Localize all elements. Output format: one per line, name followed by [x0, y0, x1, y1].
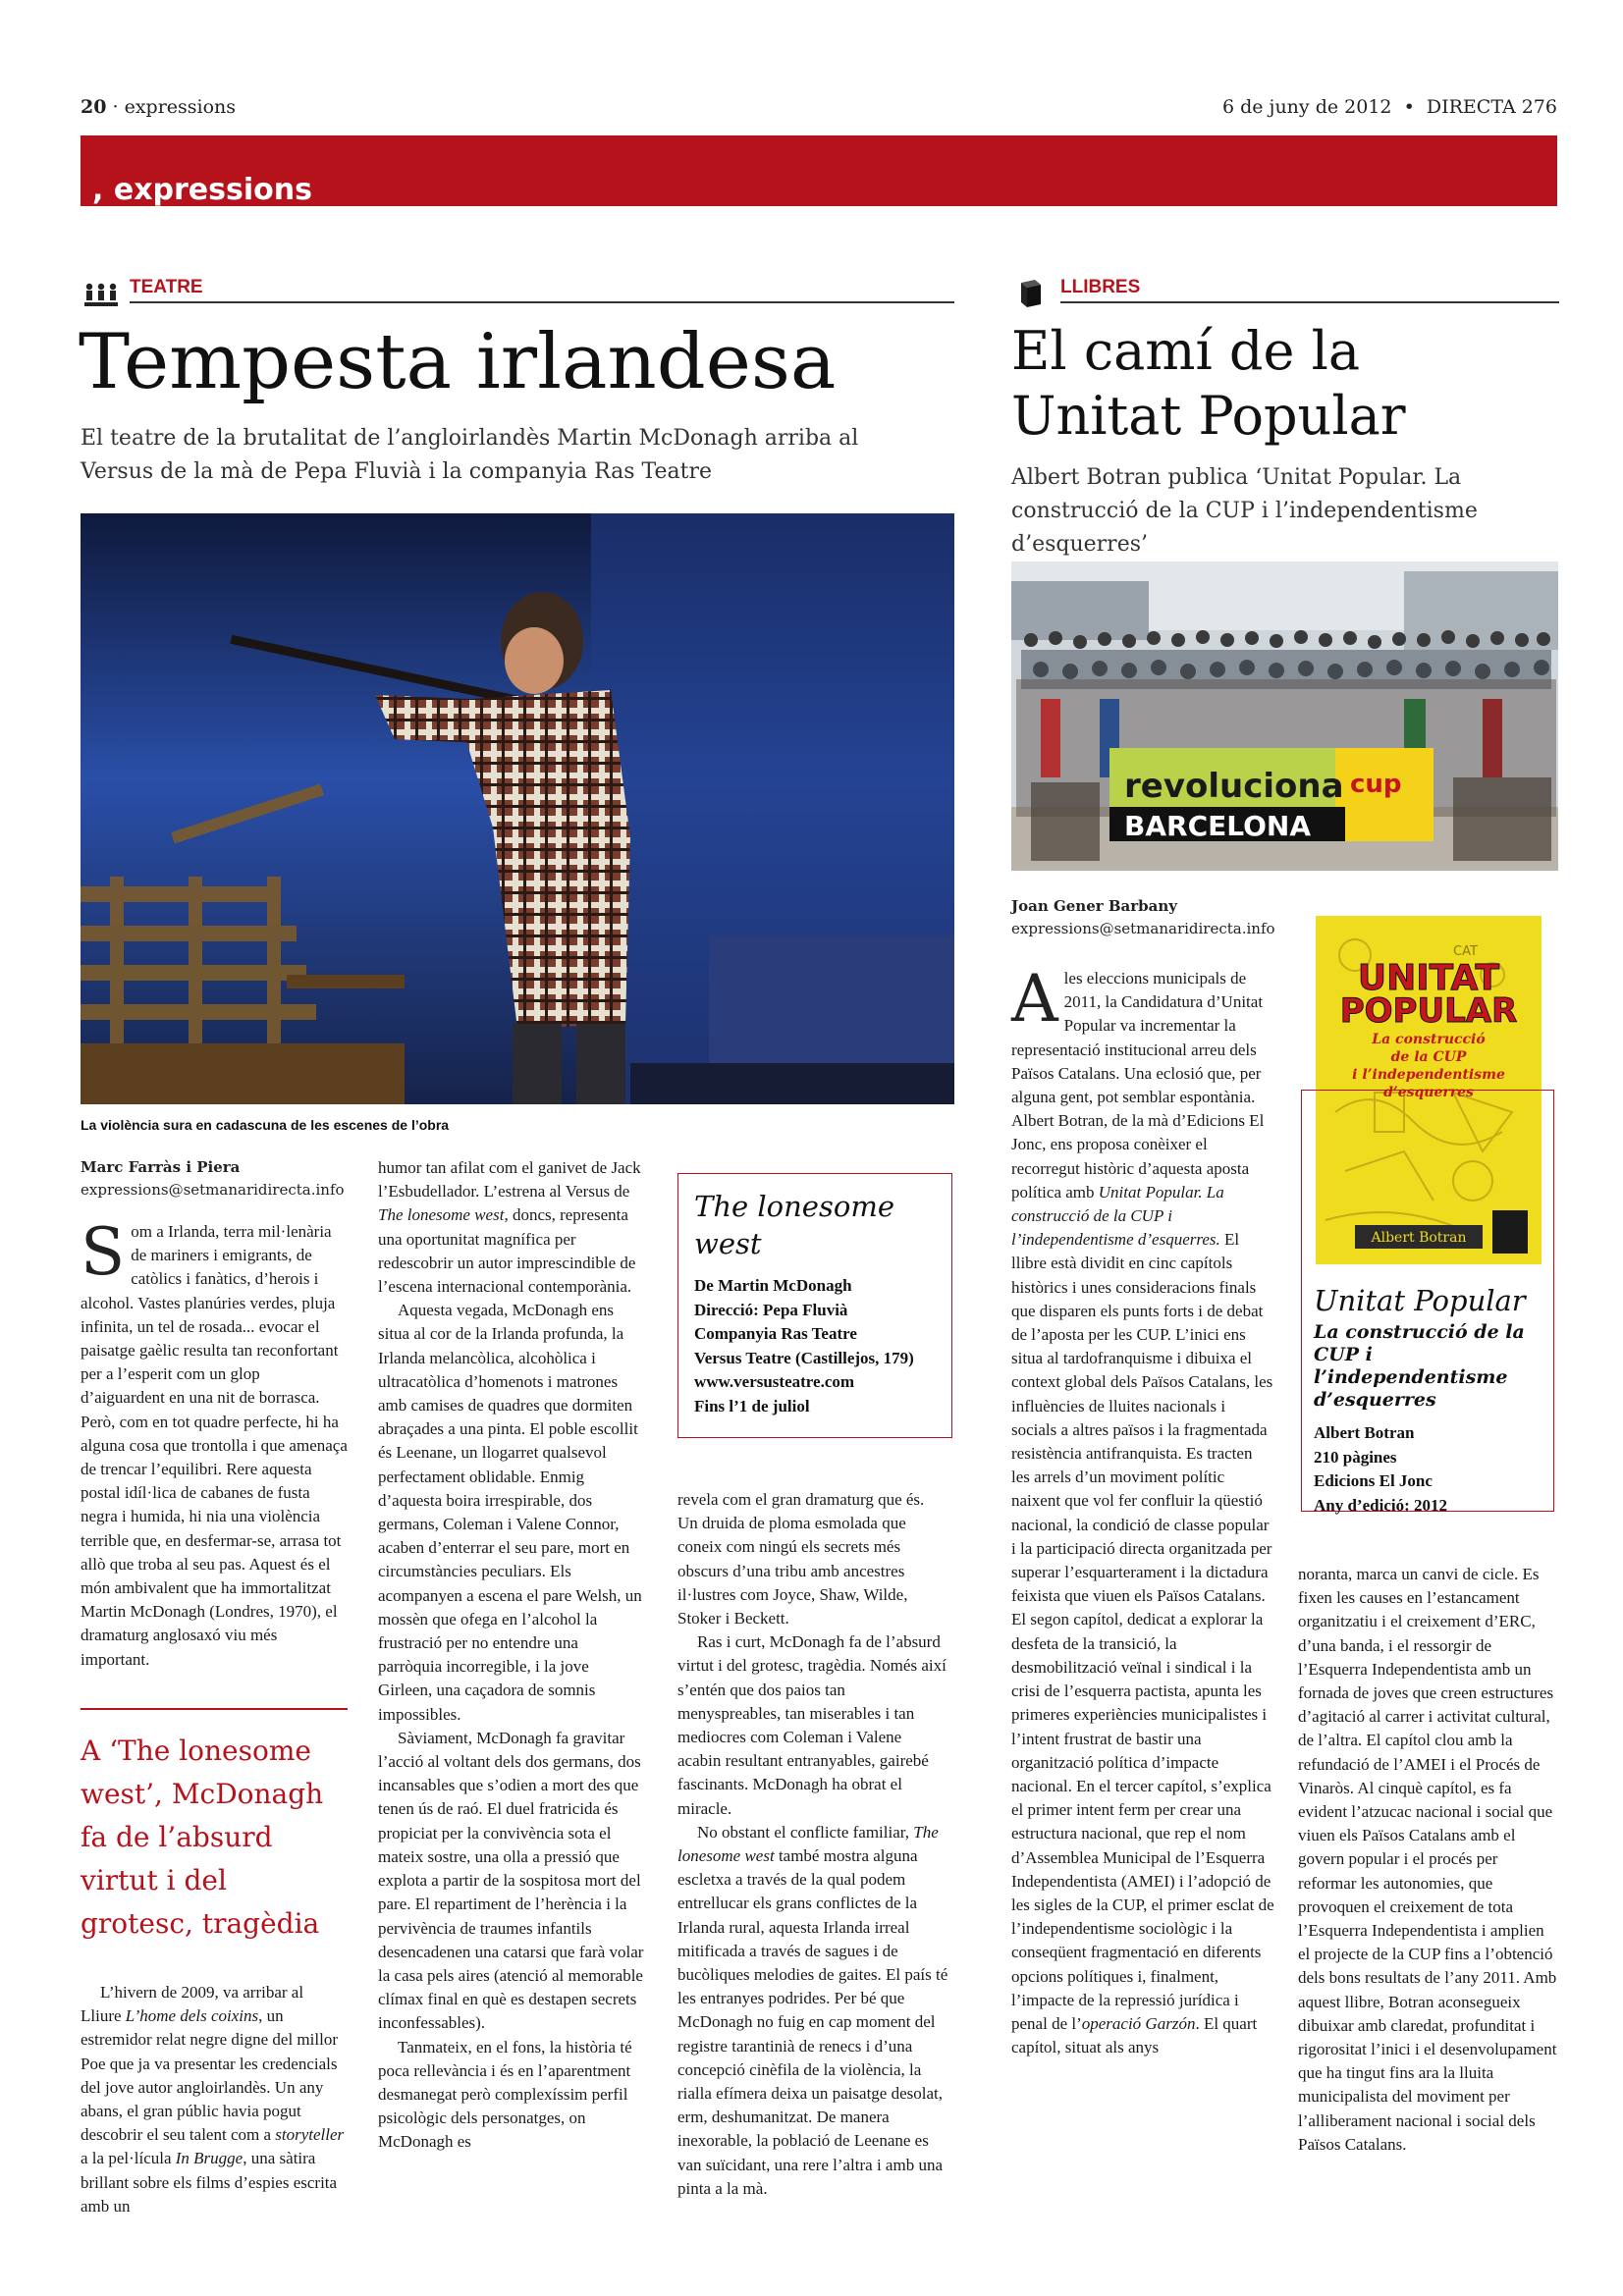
books-column-1: [1011, 961, 1274, 2059]
books-dek: Albert Botran publica ‘Unitat Popular. La construcció de la CUP i l’independentisme d’esquerres’: [1011, 465, 1478, 557]
text-emphasis: operació Garzón: [1081, 2013, 1196, 2033]
film-title: In Bruggе: [175, 2149, 243, 2168]
page-number: 20: [81, 96, 107, 118]
folio-right: 6 de juny de 2012 • DIRECTA 276: [1221, 96, 1557, 118]
cover-subtitle: La construcció: [1372, 1032, 1486, 1047]
theatre-column-2: [378, 1156, 645, 2155]
text-run: L’hivern de 2009, va arribar al Lliure: [81, 1983, 304, 2026]
cover-subtitle: d’esquerres: [1383, 1085, 1474, 1100]
folio-section: expressions: [124, 96, 237, 118]
text-run: a la pel·lícula: [81, 2149, 176, 2168]
play-info-line: Companyia Ras Teatre: [694, 1324, 857, 1343]
book-icon: [1017, 279, 1045, 308]
books-headline: [1011, 319, 1561, 449]
cup-logo: cup: [1350, 770, 1402, 799]
cover-title-line1: UNITAT: [1357, 958, 1500, 998]
play-info-title: The lonesome west: [694, 1190, 894, 1260]
theatre-col1-p2: [81, 1981, 348, 2218]
book-title-inline: Unitat Popular. La construcció de la CUP i l’independentisme d’esquerres.: [1011, 1182, 1224, 1250]
pullquote-rule: [81, 1708, 348, 1710]
book-info-line: Any d’edició: 2012: [1314, 1495, 1447, 1515]
books-label: LLIBRES: [1060, 277, 1141, 297]
book-info-line: Albert Botran: [1314, 1423, 1415, 1442]
theatre-col2-p2: Aquesta vegada, McDonagh ens situa al cor de la Irlanda profunda, la Irlanda melancòlica, alcohòlica i ultracatòlica d’homenots i matrones amb camises de quadres que dormiten abraçades a una pinta. El poble escollit és Leenane, un llogarret qualsevol perfectament oblidable. Enmig d’aquesta boira irrespirable, dos germans, Coleman i Valene Connor, acaben d’enterrar el seu pare, mort en circumstàncies peculiars. Els acompanyen a escena el pare Welsh, un mossèn que ofega en l’alcohol la frustració per no entendre una parròquia incorregible, i la jove Girleen, una caçadora de somnis impossibles.: [378, 1301, 642, 1724]
photo-caption: La violència sura en cadascuna de les escenes de l’obra: [81, 1117, 450, 1133]
cover-subtitle: de la CUP: [1390, 1049, 1467, 1065]
photo-banner-text2: BARCELONA: [1124, 810, 1311, 842]
play-info-line: www.versusteatre.com: [694, 1372, 855, 1391]
theatre-column-1: [81, 1214, 348, 1672]
books-column-2: [1298, 1563, 1557, 2157]
play-info-line: Fins l’1 de juliol: [694, 1396, 810, 1415]
books-byline: [1011, 895, 1316, 940]
text-emphasis: storyteller: [275, 2125, 345, 2145]
books-email: expressions@setmanaridirecta.info: [1011, 920, 1275, 937]
theatre-dek: El teatre de la brutalitat de l’angloirlandès Martin McDonagh arriba al Versus de la mà de Pepa Fluvià i la companyia Ras Teatre: [81, 426, 859, 484]
theatre-photo: [81, 513, 954, 1104]
banner-title: , expressions: [92, 173, 312, 207]
theatre-headline: Tempesta irlandesa: [79, 318, 837, 406]
section-banner: [81, 135, 1557, 206]
photo-banner-text1: revoluciona: [1124, 767, 1344, 806]
theatre-col3-p1: revela com el gran dramaturg que és. Un druida de ploma esmolada que coneix com ningú els secrets més obscurs d’una tribu amb ancestres il·lustres com Joyce, Shaw, Wilde, Stoker i Beckett.: [677, 1490, 925, 1629]
text-run: , un estremidor relat negre digne del millor Poe que ja va presentar les credencials del jove autor angloirlandès. Un any abans, el gran públic havia pogut descobrir el seu talent com a: [81, 2006, 338, 2145]
text-run: , una sàtira brillant sobre els films d’espies escrita amb un: [81, 2149, 338, 2216]
theatre-byline: [81, 1156, 375, 1201]
theatre-col2-p1: [378, 1156, 645, 1299]
text-run: El llibre està dividit en cinc capítols històrics i unes consideracions finals que disparen els punts forts i de debat de l’aposta per les CUP. L’inici ens situa al tardofranquisme i dibuixa el context global dels Països Catalans, les influències de lluites nacionals i socials a altres països i la fragmentada resistència antifranquista. Es tracten les arrels d’un moviment polític naixent que vol fer confluir la qüestió nacional, la condició de classe popular i la participació directa organitzada per superar l’esquarterament i la dictadura feixista que viuen els Països Catalans. El segon capítol, dedicat a explorar la desfeta de la transició, la desmobilització veïnal i sindical i la crisi de l’esquerra pactista, apunta les primeres experiències municipalistes i l’intent frustrat de bastir una organització política d’impacte nacional. En el tercer capítol, s’explica el primer intent ferm per crear una estructura nacional, que rep el nom d’Assemblea Municipal de l’Esquerra Independentista (AMEI) i l’adopció de les sigles de la CUP, el primer esclat de l’independentisme sociològic i la conseqüent fragmentació en diferents opcions polítiques i, finalment, l’impacte de la repressió jurídica i penal de l’: [1011, 1230, 1274, 2033]
book-info-subtitle: La construcció de la CUP i l’independentisme d’esquerres: [1314, 1321, 1525, 1411]
book-info-line: 210 pàgines: [1314, 1447, 1397, 1467]
theatre-col1-p1: om a Irlanda, terra mil·lenària de mariners i emigrants, de catòlics i fanàtics, d’herois i alcohol. Vastes planúries verdes, pluja infinita, un tel de rosada... evocar el paisatge gaèlic resulta tan reconfortant per a l’esperit com un glop d’aiguardent en una nit de borrasca. Però, com en tot quadre perfecte, hi ha alguna cosa que trontolla i que amenaça de trencar l’equilibri. Rere aquesta postal idíl·lica de cabanes de fusta negra i humida, hi nia una violència terrible que, en desfermar-se, arrasa tot allò que troba al seu pas. Aquest és el món ambivalent que ha immortalitzat Martin McDonagh (Londres, 1970), el dramaturg anglosaxó viu més important.: [81, 1222, 348, 1669]
text-run: també mostra alguna escletxa a través de la qual podem entrellucar els grans conflictes de la Irlanda rural, aquesta Irlanda irreal mitificada a través de sagues i de bucòliques melodies de gaites. El país té les entranyes podrides. Per bé que McDonagh no fuig en cap moment del registre tarantinià de renecs i d’una concepció cinèfila de la violència, la rialla efímera deixa un paisatge desolat, erm, deshumanitzat. De manera inexorable, la població de Leenane es van suïcidant, una rere l’altra i amb una pinta a la mà.: [677, 1846, 948, 2198]
play-info-box: [677, 1173, 952, 1438]
play-info-line: De Martin McDonagh: [694, 1276, 852, 1295]
books-headline-line2: Unitat Popular: [1011, 385, 1406, 447]
theatre-col3-p3: [677, 1821, 948, 2201]
play-info-line: Versus Teatre (Castillejos, 179): [694, 1348, 914, 1367]
text-run: . El quart capítol, situat als anys: [1011, 2013, 1258, 2057]
theatre-col2-p3: Sàviament, McDonagh fa gravitar l’acció al voltant dels dos germans, dos incansables que s’odien a mort des que tenen ús de raó. El duel fratricida és propiciat per la convivència sota el mateix sostre, una olla a pressió que explota a partir de la sospitosa mort del pare. El repartiment de l’herència i la pervivència de traumes infantils desencadenen una catarsi que farà volar la casa pels aires (atenció al memorable clímax final en què es destapen secrets inconfessables).: [378, 1728, 644, 2033]
text-run: humor tan afilat com el ganivet de Jack l’Esbudellador. L’estrena al Versus de: [378, 1158, 641, 1201]
stage-scene-image: [81, 513, 954, 1104]
theatre-col3-p2: Ras i curt, McDonagh fa de l’absurd virtut i del grotesc, tragèdia. Només així s’entén que dos paios tan menyspreables, tan miserables i tan mediocres com Coleman i Valene acabin resultant entranyables, gairebé fascinants. McDonagh ha obrat el miracle.: [677, 1632, 947, 1818]
theatre-label: TEATRE: [130, 277, 203, 297]
book-info-line: Edicions El Jonc: [1314, 1471, 1433, 1490]
book-info-title: Unitat Popular: [1314, 1284, 1526, 1317]
books-headline-line1: El camí de la: [1011, 320, 1361, 382]
issue-date: 6 de juny de 2012: [1221, 96, 1392, 118]
cover-title-line2: POPULAR: [1339, 991, 1518, 1031]
theatre-column-3: [677, 1488, 948, 2201]
theatre-rule: [130, 301, 954, 303]
text-run: No obstant el conflicte familiar,: [697, 1822, 914, 1842]
books-rule: [1060, 301, 1559, 303]
play-title: L’home dels coixins: [125, 2006, 259, 2026]
group-photo-image: [1011, 561, 1558, 871]
theatre-pullquote: A ‘The lonesome west’, McDonagh fa de l’absurd virtut i del grotesc, tragèdia: [81, 1735, 324, 1940]
books-col2-p1: noranta, marca un canvi de cicle. Es fixen les causes en l’estancament organitzatiu i el creixement d’ERC, d’una banda, i el ressorgir de l’Esquerra Independentista amb un fornada de joves que creen estructures d’agitació al carrer i activitat cultural, de l’altra. El capítol clou amb la refundació de l’AMEI i el Procés de Vinaròs. Al cinquè capítol, es fa evident l’atzucac nacional i social que viuen els Països Catalans amb el govern popular i el procés per reformar les autonomies, que provoquen el creixement de tota l’Esquerra Independentista i amplien el projecte de la CUP fins a l’obtenció dels bons resultats de l’any 2011. Amb aquest llibre, Botran aconsegueix dibuixar amb claredat, profunditat i rigorositat l’inici i el desenvolupament que ha tingut fins ara la lluita municipalista del moviment per l’alliberament nacional i social dels Països Catalans.: [1298, 1565, 1557, 2154]
play-title: The lonesome west: [378, 1205, 505, 1225]
theatre-email: expressions@setmanaridirecta.info: [81, 1181, 345, 1199]
cover-cat-text: CAT: [1453, 944, 1478, 959]
books-dropcap: A: [1011, 961, 1058, 1037]
text-run: les eleccions municipals de 2011, la Candidatura d’Unitat Popular va incrementar la representació institucional arreu dels Països Catalans. Una eclosió que, per alguna gent, pot semblar espontània. Albert Botran, de la mà d’Edicions El Jonc, ens proposa conèixer el recorregut històric d’aquesta aposta política amb: [1011, 969, 1265, 1201]
issue-number: DIRECTA 276: [1426, 96, 1557, 118]
folio-left: 20 · expressions: [81, 96, 237, 118]
text-run: , doncs, representa una oportunitat magnífica per redescobrir un autor imprescindible de l’escena internacional contemporània.: [378, 1205, 636, 1297]
books-author: Joan Gener Barbany: [1011, 897, 1178, 915]
play-info-line: Direcció: Pepa Fluvià: [694, 1300, 848, 1319]
theatre-author: Marc Farràs i Piera: [81, 1158, 241, 1176]
book-info-box: [1314, 1284, 1549, 1518]
group-photo: [1011, 561, 1558, 871]
theatre-col2-p4: Tanmateix, en el fons, la història té poca rellevància i és en l’aparentment desmanegat però complexíssim perfil psicològic dels personatges, on McDonagh es: [378, 2037, 632, 2152]
theatre-column-1b: [81, 1981, 348, 2218]
cover-author: Albert Botran: [1371, 1230, 1467, 1246]
cover-subtitle: i l’independentisme: [1352, 1067, 1505, 1083]
play-title: The lonesome west: [677, 1822, 939, 1866]
theatre-dropcap: S: [81, 1214, 126, 1290]
audience-icon: [84, 283, 118, 306]
